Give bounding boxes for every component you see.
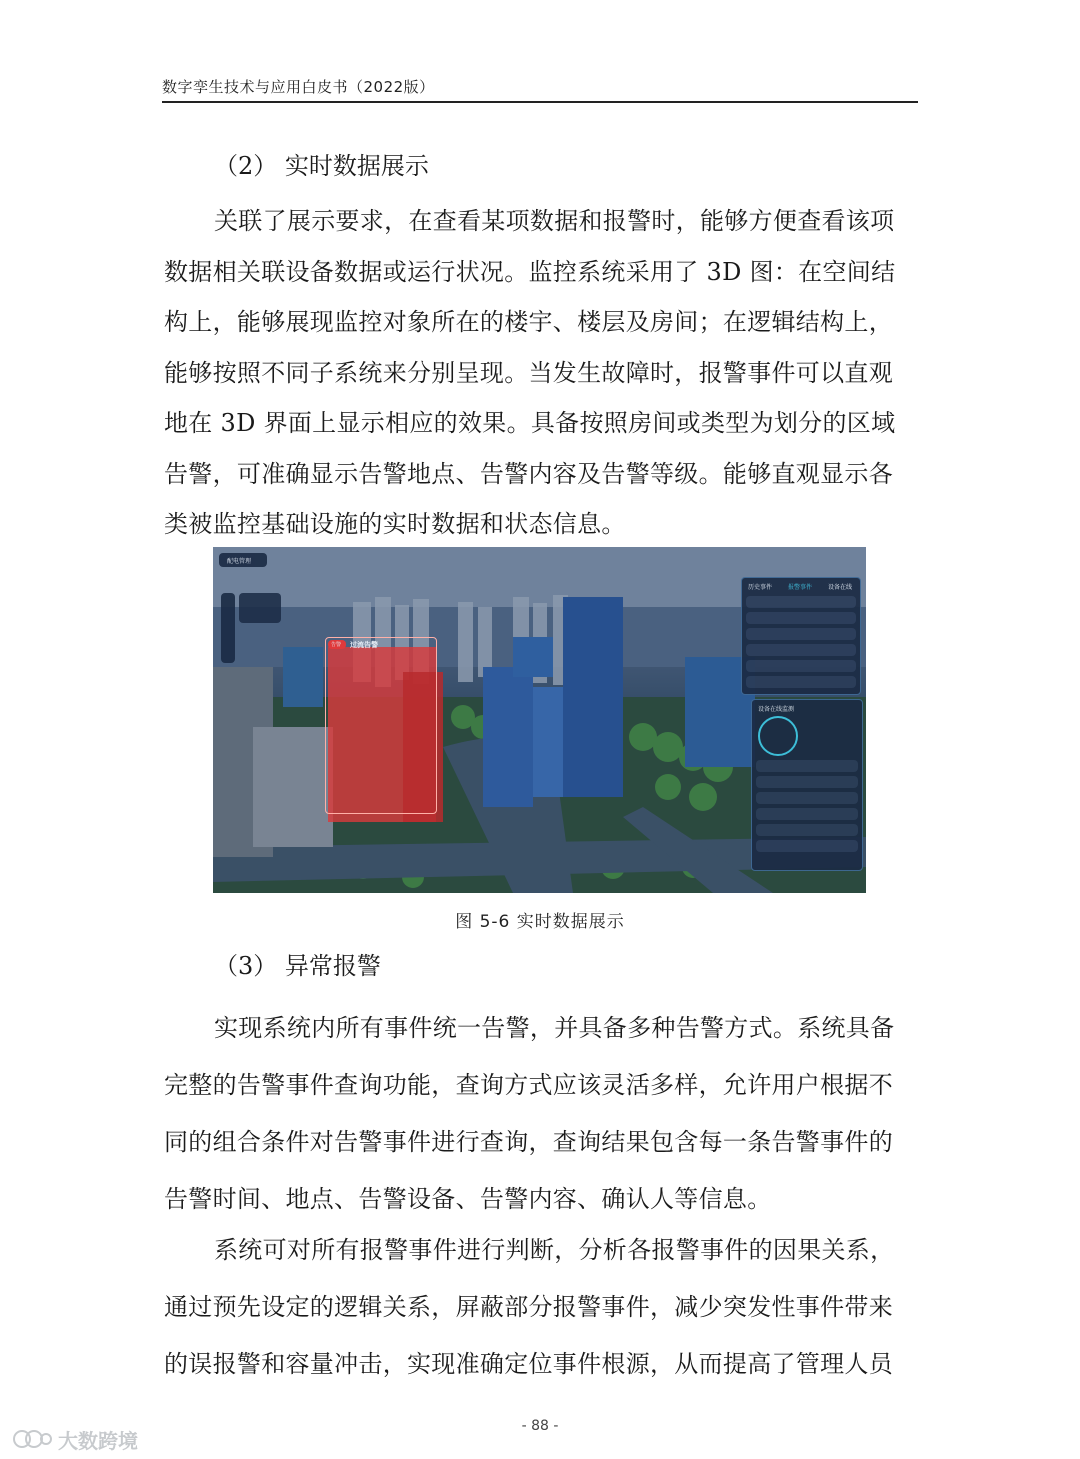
- watermark-text: 大数跨境: [58, 1428, 138, 1453]
- watermark-logo-icon: [12, 1426, 52, 1452]
- section-3-heading: （3） 异常报警: [214, 952, 381, 980]
- section-3-paragraph-2: [164, 1222, 918, 1393]
- section-3-paragraph-1: [164, 1000, 918, 1228]
- paragraph-line: 完整的告警事件查询功能，查询方式应该灵活多样，允许用户根据不: [164, 1071, 893, 1099]
- device-online-panel[interactable]: [751, 699, 863, 871]
- paragraph-line: 实现系统内所有事件统一告警，并具备多种告警方式。系统具备: [214, 1014, 895, 1042]
- section-2-heading: （2） 实时数据展示: [214, 152, 429, 180]
- tab-history[interactable]: 历史事件: [748, 584, 773, 591]
- section-2-paragraph: [164, 196, 918, 550]
- device-row[interactable]: [756, 760, 858, 772]
- paragraph-line: 告警，可准确显示告警地点、告警内容及告警等级。能够直观显示各: [164, 459, 893, 488]
- device-row[interactable]: [756, 824, 858, 836]
- paragraph-line: 能够按照不同子系统来分别呈现。当发生故障时，报警事件可以直观: [164, 358, 893, 387]
- tab-online[interactable]: 设备在线: [828, 584, 853, 591]
- left-toolbar[interactable]: [221, 593, 235, 663]
- header-rule: [162, 101, 918, 103]
- device-row[interactable]: [756, 776, 858, 788]
- module-tag-label: 配电管理: [227, 558, 252, 565]
- paragraph-line: 构上，能够展现监控对象所在的楼宇、楼层及房间；在逻辑结构上，: [164, 308, 893, 336]
- alarm-popup[interactable]: [325, 637, 437, 814]
- device-row[interactable]: [756, 792, 858, 804]
- paragraph-line: 通过预先设定的逻辑关系，屏蔽部分报警事件，减少突发性事件带来: [164, 1293, 893, 1321]
- device-panel-title: 设备在线监测: [758, 706, 795, 713]
- event-row[interactable]: [746, 676, 856, 688]
- event-row[interactable]: [746, 628, 856, 640]
- paragraph-line: 关联了展示要求，在查看某项数据和报警时，能够方便查看该项: [214, 207, 895, 235]
- alarm-badge: 告警: [328, 640, 346, 649]
- alarm-events-panel[interactable]: [741, 577, 861, 695]
- tab-alarm-events[interactable]: 报警事件: [788, 584, 813, 591]
- paragraph-line: 类被监控基础设施的实时数据和状态信息。: [164, 510, 626, 538]
- event-row[interactable]: [746, 596, 856, 608]
- paragraph-line: 数据相关联设备数据或运行状况。监控系统采用了 3D 图：在空间结: [164, 257, 896, 286]
- paragraph-line: 地在 3D 界面上显示相应的效果。具备按照房间或类型为划分的区域: [164, 409, 896, 437]
- device-row[interactable]: [756, 808, 858, 820]
- event-row[interactable]: [746, 612, 856, 624]
- page-number: - 88 -: [521, 1418, 559, 1434]
- module-tag[interactable]: [219, 553, 267, 567]
- paragraph-line: 告警时间、地点、告警设备、告警内容、确认人等信息。: [164, 1185, 772, 1213]
- event-row[interactable]: [746, 644, 856, 656]
- device-row[interactable]: [756, 840, 858, 852]
- online-ring-gauge: [758, 716, 798, 756]
- alarm-title: 过流告警: [350, 641, 378, 649]
- figure-caption: 图 5-6 实时数据展示: [455, 912, 625, 932]
- paragraph-line: 系统可对所有报警事件进行判断，分析各报警事件的因果关系，: [214, 1236, 895, 1264]
- paragraph-line: 同的组合条件对告警事件进行查询，查询结果包含每一条告警事件的: [164, 1128, 893, 1156]
- paragraph-line: 的误报警和容量冲击，实现准确定位事件根源，从而提高了管理人员: [164, 1350, 893, 1378]
- event-row[interactable]: [746, 660, 856, 672]
- left-subpanel[interactable]: [239, 593, 281, 623]
- watermark: [12, 1424, 138, 1454]
- realtime-3d-screenshot: [213, 547, 866, 893]
- running-header: 数字孪生技术与应用白皮书（2022版）: [162, 78, 435, 96]
